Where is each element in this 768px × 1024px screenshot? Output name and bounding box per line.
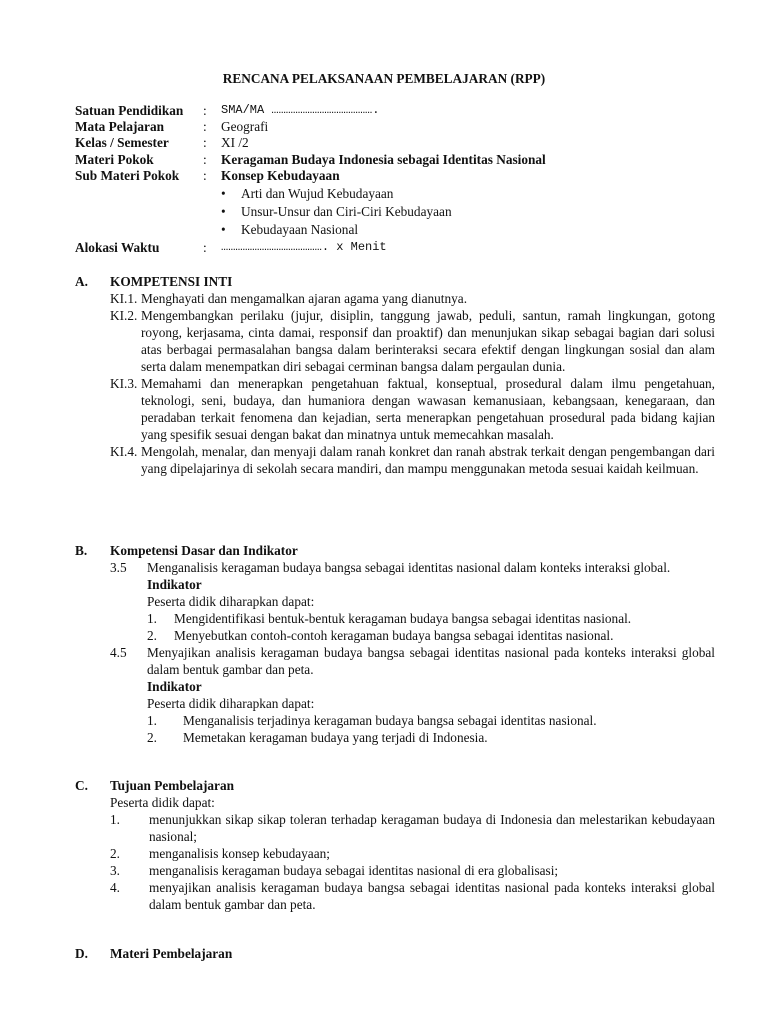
kd-text: Menyajikan analisis keragaman budaya bangsa sebagai identitas nasional pada konteks interaksi global dalam bentuk gambar dan peta. <box>147 645 715 677</box>
ki-label: KI.2. <box>110 308 138 323</box>
sub-materi-item-text: Unsur-Unsur dan Ciri-Ciri Kebudayaan <box>241 203 452 219</box>
identity-row-satuan <box>75 102 715 118</box>
section-heading <box>75 542 715 559</box>
indikator-item <box>75 729 715 746</box>
ki-item <box>75 307 715 375</box>
tujuan-number: 3. <box>110 863 120 878</box>
section-heading <box>75 777 715 794</box>
ki-text: Memahami dan menerapkan pengetahuan faktual, konseptual, prosedural dalam ilmu pengetahuan, teknologi, seni, budaya, dan humaniora dengan wawasan kemanusiaan, kebangsaan, kenegaraan, dan peradaban terkait fenomena dan kejadian, serta menerapkan pengetahuan prosedural pada bidang kajian yang spesifik sesuai dengan bakat dan minatnya untuk memecahkan masalah. <box>141 376 715 442</box>
section-heading-text: Tujuan Pembelajaran <box>110 778 234 793</box>
tujuan-intro: Peserta didik dapat: <box>110 795 215 810</box>
tujuan-text: menganalisis konsep kebudayaan; <box>149 846 330 861</box>
identity-value: Keragaman Budaya Indonesia sebagai Identitas Nasional <box>221 151 546 167</box>
tujuan-text: menyajikan analisis keragaman budaya bangsa sebagai identitas nasional pada konteks interaksi global dalam bentuk gambar dan peta. <box>149 880 715 912</box>
indikator-heading: Indikator <box>147 679 202 694</box>
indikator-number: 2. <box>147 730 157 745</box>
identity-row-materi-pokok <box>75 151 715 167</box>
identity-colon: : <box>203 151 207 167</box>
identity-label: Mata Pelajaran <box>75 119 164 135</box>
indikator-text: Menyebutkan contoh-contoh keragaman budaya bangsa sebagai identitas nasional. <box>174 628 614 643</box>
identity-colon: : <box>203 103 207 118</box>
section-heading-text: Materi Pembelajaran <box>110 946 233 961</box>
identity-value: Konsep Kebudayaan <box>221 167 340 183</box>
kd-item <box>75 559 715 576</box>
ki-label: KI.3. <box>110 376 138 391</box>
identity-row-alokasi <box>75 239 715 255</box>
sub-materi-bullet-item <box>221 203 715 221</box>
section-letter: A. <box>75 274 88 289</box>
identity-colon: : <box>203 239 207 255</box>
tujuan-item <box>75 879 715 913</box>
indikator-text: Menganalisis terjadinya keragaman budaya bangsa sebagai identitas nasional. <box>183 713 597 728</box>
identity-value: XI /2 <box>221 135 249 151</box>
kd-text: Menganalisis keragaman budaya bangsa sebagai identitas nasional dalam konteks interaksi global. <box>147 560 671 575</box>
ki-label: KI.1. <box>110 291 138 306</box>
tujuan-item <box>75 811 715 845</box>
tujuan-item <box>75 862 715 879</box>
section-heading-text: KOMPETENSI INTI <box>110 274 233 289</box>
bullet-icon: • <box>221 203 226 219</box>
tujuan-number: 2. <box>110 846 120 861</box>
kd-number: 4.5 <box>110 645 127 660</box>
section-heading <box>75 273 715 290</box>
kd-item <box>75 644 715 678</box>
section-letter: C. <box>75 778 88 793</box>
indikator-item <box>75 610 715 627</box>
ki-label: KI.4. <box>110 444 138 459</box>
identity-row-sub-materi <box>75 167 715 183</box>
section-tujuan-pembelajaran <box>75 777 715 913</box>
indikator-number: 1. <box>147 713 157 728</box>
ki-item <box>75 443 715 477</box>
sub-materi-bullet-item <box>221 185 715 203</box>
indikator-number: 1. <box>147 611 157 626</box>
identity-label: Alokasi Waktu <box>75 239 160 255</box>
identity-colon: : <box>203 167 207 183</box>
sub-materi-item-text: Kebudayaan Nasional <box>241 221 359 237</box>
identity-value: Geografi <box>221 119 269 135</box>
section-letter: D. <box>75 946 88 961</box>
indikator-intro: Peserta didik diharapkan dapat: <box>147 696 315 711</box>
ki-text: Menghayati dan mengamalkan ajaran agama yang dianutnya. <box>141 291 468 306</box>
identity-value: SMA/MA ……………………………………. <box>221 103 380 117</box>
identity-row-kelas <box>75 134 715 150</box>
identity-label: Materi Pokok <box>75 151 154 167</box>
identity-colon: : <box>203 135 207 151</box>
section-materi-pembelajaran <box>75 945 715 962</box>
indikator-intro: Peserta didik diharapkan dapat: <box>147 594 315 609</box>
section-heading-text: Kompetensi Dasar dan Indikator <box>110 543 298 558</box>
sub-materi-item-text: Arti dan Wujud Kebudayaan <box>241 185 394 201</box>
bullet-icon: • <box>221 221 226 237</box>
indikator-text: Mengidentifikasi bentuk-bentuk keragaman budaya bangsa sebagai identitas nasional. <box>174 611 632 626</box>
ki-item <box>75 290 715 307</box>
tujuan-number: 1. <box>110 812 120 827</box>
bullet-icon: • <box>221 185 226 201</box>
sub-materi-bullet-item <box>221 221 715 239</box>
indikator-text: Memetakan keragaman budaya yang terjadi di Indonesia. <box>183 730 488 745</box>
ki-text: Mengembangkan perilaku (jujur, disiplin, tanggung jawab, peduli, santun, ramah lingkungan, gotong royong, kerjasama, cinta damai, responsif dan proaktif) dan menunjukan sikap sebagai bagian dari solusi atas berbagai permasalahan bangsa dalam berinteraksi secara efektif dengan lingkungan sosial dan alam serta dalam menempatkan diri sebagai cerminan bangsa dalam pergaulan dunia. <box>141 308 715 374</box>
indikator-heading: Indikator <box>147 577 202 592</box>
kd-number: 3.5 <box>110 560 127 575</box>
tujuan-text: menganalisis keragaman budaya sebagai identitas nasional di era globalisasi; <box>149 863 559 878</box>
section-kompetensi-dasar <box>75 542 715 746</box>
identity-label: Sub Materi Pokok <box>75 167 180 183</box>
identity-colon: : <box>203 119 207 135</box>
section-letter: B. <box>75 543 88 558</box>
tujuan-text: menunjukkan sikap sikap toleran terhadap keragaman budaya di Indonesia dan melestarikan kebudayaan nasional; <box>149 812 715 844</box>
document-title: RENCANA PELAKSANAAN PEMBELAJARAN (RPP) <box>222 71 546 86</box>
indikator-item <box>75 627 715 644</box>
section-heading <box>75 945 715 962</box>
identity-row-mapel <box>75 118 715 134</box>
tujuan-number: 4. <box>110 880 120 895</box>
tujuan-item <box>75 845 715 862</box>
indikator-item <box>75 712 715 729</box>
identity-label: Satuan Pendidikan <box>75 103 184 118</box>
section-kompetensi-inti <box>75 273 715 477</box>
indikator-number: 2. <box>147 628 157 643</box>
identity-label: Kelas / Semester <box>75 135 169 151</box>
identity-block <box>75 102 715 255</box>
ki-text: Mengolah, menalar, dan menyaji dalam ranah konkret dan ranah abstrak terkait dengan pengembangan dari yang dipelajarinya di sekolah secara mandiri, dan mampu menggunakan metoda sesuai kaidah keilmuan. <box>141 444 715 476</box>
identity-value: ……………………………………. x Menit <box>221 239 387 254</box>
ki-item <box>75 375 715 443</box>
